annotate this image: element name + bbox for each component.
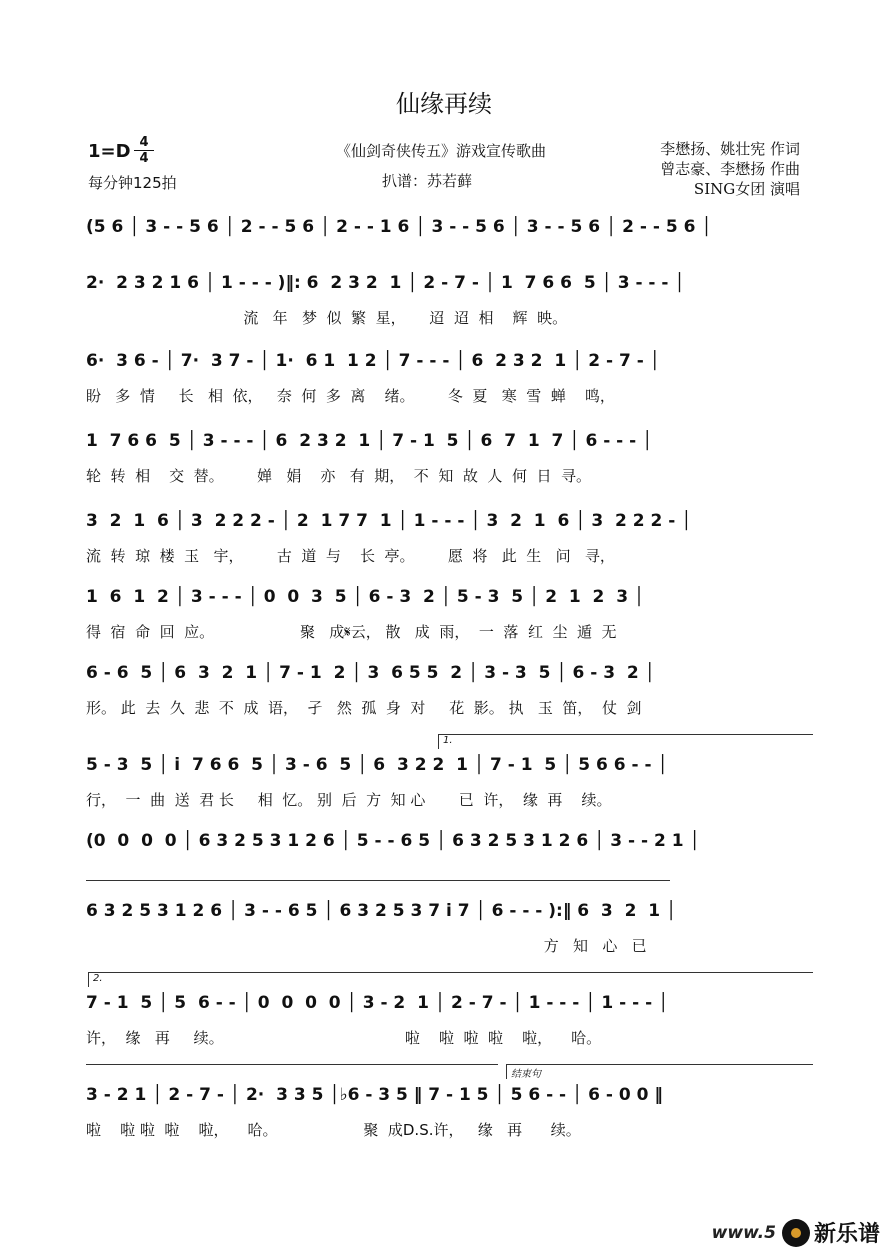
first-ending-line xyxy=(86,880,670,881)
time-signature-top: 4 xyxy=(139,135,149,150)
notation-line: 6 - 6 5 │ 6 3 2 1 │ 7 - 1 2 │ 3 6 5 5 2 │ 3 - 3 5 │ 6 - 3 2 │ xyxy=(86,663,655,683)
notation-line: 1 7 6 6 5 │ 3 - - - │ 6 2 3 2 1 │ 7 - 1 5 │ 6 7 1 7 │ 6 - - - │ xyxy=(86,431,653,451)
composer-credit: 曾志豪、李懋扬 作曲 xyxy=(660,160,800,178)
lyrics-line: 轮 转 相 交 替。 婵 娟 亦 有 期， 不 知 故 人 何 日 寻。 xyxy=(86,467,592,485)
lyrics-line: 行， 一 曲 送 君 长 相 忆。 别 后 方 知 心 已 许， 缘 再 续。 xyxy=(86,791,612,809)
watermark xyxy=(712,1217,880,1248)
watermark-url: www.5 xyxy=(711,1222,776,1243)
notation-line: 1 6 1 2 │ 3 - - - │ 0 0 3 5 │ 6 - 3 2 │ 5 - 3 5 │ 2 1 2 3 │ xyxy=(86,587,645,607)
subtitle: 《仙剑奇侠传五》游戏宣传歌曲 xyxy=(336,142,547,160)
second-ending-line xyxy=(86,1064,498,1065)
notation-line: 6· 3 6 - │ 7· 3 7 - │ 1· 6 1 1 2 │ 7 - - - │ 6 2 3 2 1 │ 2 - 7 - │ xyxy=(86,351,660,371)
first-ending-bracket: 1. xyxy=(438,734,813,749)
notation-line: 6 3 2 5 3 1 2 6 │ 3 - - 6 5 │ 6 3 2 5 3 7 i 7 │ 6 - - - ):‖ 6 3 2 1 │ xyxy=(86,901,677,921)
lyrics-line: 许， 缘 再 续。 啦 啦 啦 啦 啦， 哈。 xyxy=(86,1029,602,1047)
notation-line: (5 6 │ 3 - - 5 6 │ 2 - - 5 6 │ 2 - - 1 6 │ 3 - - 5 6 │ 3 - - 5 6 │ 2 - - 5 6 │ xyxy=(86,217,712,237)
lyrics-line: 得 宿 命 回 应。 聚 成𝄋云， 散 成 雨， 一 落 红 尘 遁 无 xyxy=(86,623,617,641)
lyrics-line: 流 年 梦 似 繁 星， 迢 迢 相 辉 映。 xyxy=(86,309,568,327)
notation-line: 5 - 3 5 │ i 7 6 6 5 │ 3 - 6 5 │ 6 3 2 2 1 │ 7 - 1 5 │ 5 6 6 - - │ xyxy=(86,755,668,775)
lyrics-line: 盼 多 情 长 相 依， 奈 何 多 离 绪。 冬 夏 寒 雪 蝉 鸣， xyxy=(86,387,615,405)
notation-line: 2· 2 3 2 1 6 │ 1 - - - )‖: 6 2 3 2 1 │ 2 - 7 - │ 1 7 6 6 5 │ 3 - - - │ xyxy=(86,273,685,293)
time-signature xyxy=(134,136,154,165)
notation-line: 3 - 2 1 │ 2 - 7 - │ 2· 3 3 5 │♭6 - 3 5 ‖ 7 - 1 5 │ 5 6 - - │ 6 - 0 0 ‖ xyxy=(86,1085,663,1105)
coda-bracket: 结束句 xyxy=(506,1064,813,1079)
page-title: 仙缘再续 xyxy=(396,90,492,118)
lyrics-line: 流 转 琼 楼 玉 宇， 古 道 与 长 亭。 愿 将 此 生 问 寻， xyxy=(86,547,615,565)
watermark-brand: 新乐谱 xyxy=(813,1222,880,1247)
vinyl-record-icon xyxy=(782,1219,810,1247)
key-signature: 1=D xyxy=(88,141,131,162)
notation-line: (0 0 0 0 │ 6 3 2 5 3 1 2 6 │ 5 - - 6 5 │ 6 3 2 5 3 1 2 6 │ 3 - - 2 1 │ xyxy=(86,831,700,851)
lyrics-line: 形。 此 去 久 悲 不 成 语， 孑 然 孤 身 对 花 影。 执 玉 笛， 仗 剑 xyxy=(86,699,642,717)
lyrics-line: 方 知 心 已 xyxy=(86,937,647,955)
arranger-credit: 扒谱：苏若藓 xyxy=(382,172,473,190)
lyrics-line: 啦 啦 啦 啦 啦， 哈。 聚 成D.S.许， 缘 再 续。 xyxy=(86,1121,581,1139)
second-ending-bracket: 2. xyxy=(88,972,813,987)
notation-line: 7 - 1 5 │ 5 6 - - │ 0 0 0 0 │ 3 - 2 1 │ 2 - 7 - │ 1 - - - │ 1 - - - │ xyxy=(86,993,669,1013)
performer-credit: SING女团 演唱 xyxy=(693,180,800,198)
lyricist-credit: 李懋扬、姚壮宪 作词 xyxy=(660,140,800,158)
tempo-marking: 每分钟125拍 xyxy=(88,174,177,192)
time-signature-bottom: 4 xyxy=(139,151,149,166)
notation-line: 3 2 1 6 │ 3 2 2 2 - │ 2 1 7 7 1 │ 1 - - - │ 3 2 1 6 │ 3 2 2 2 - │ xyxy=(86,511,692,531)
